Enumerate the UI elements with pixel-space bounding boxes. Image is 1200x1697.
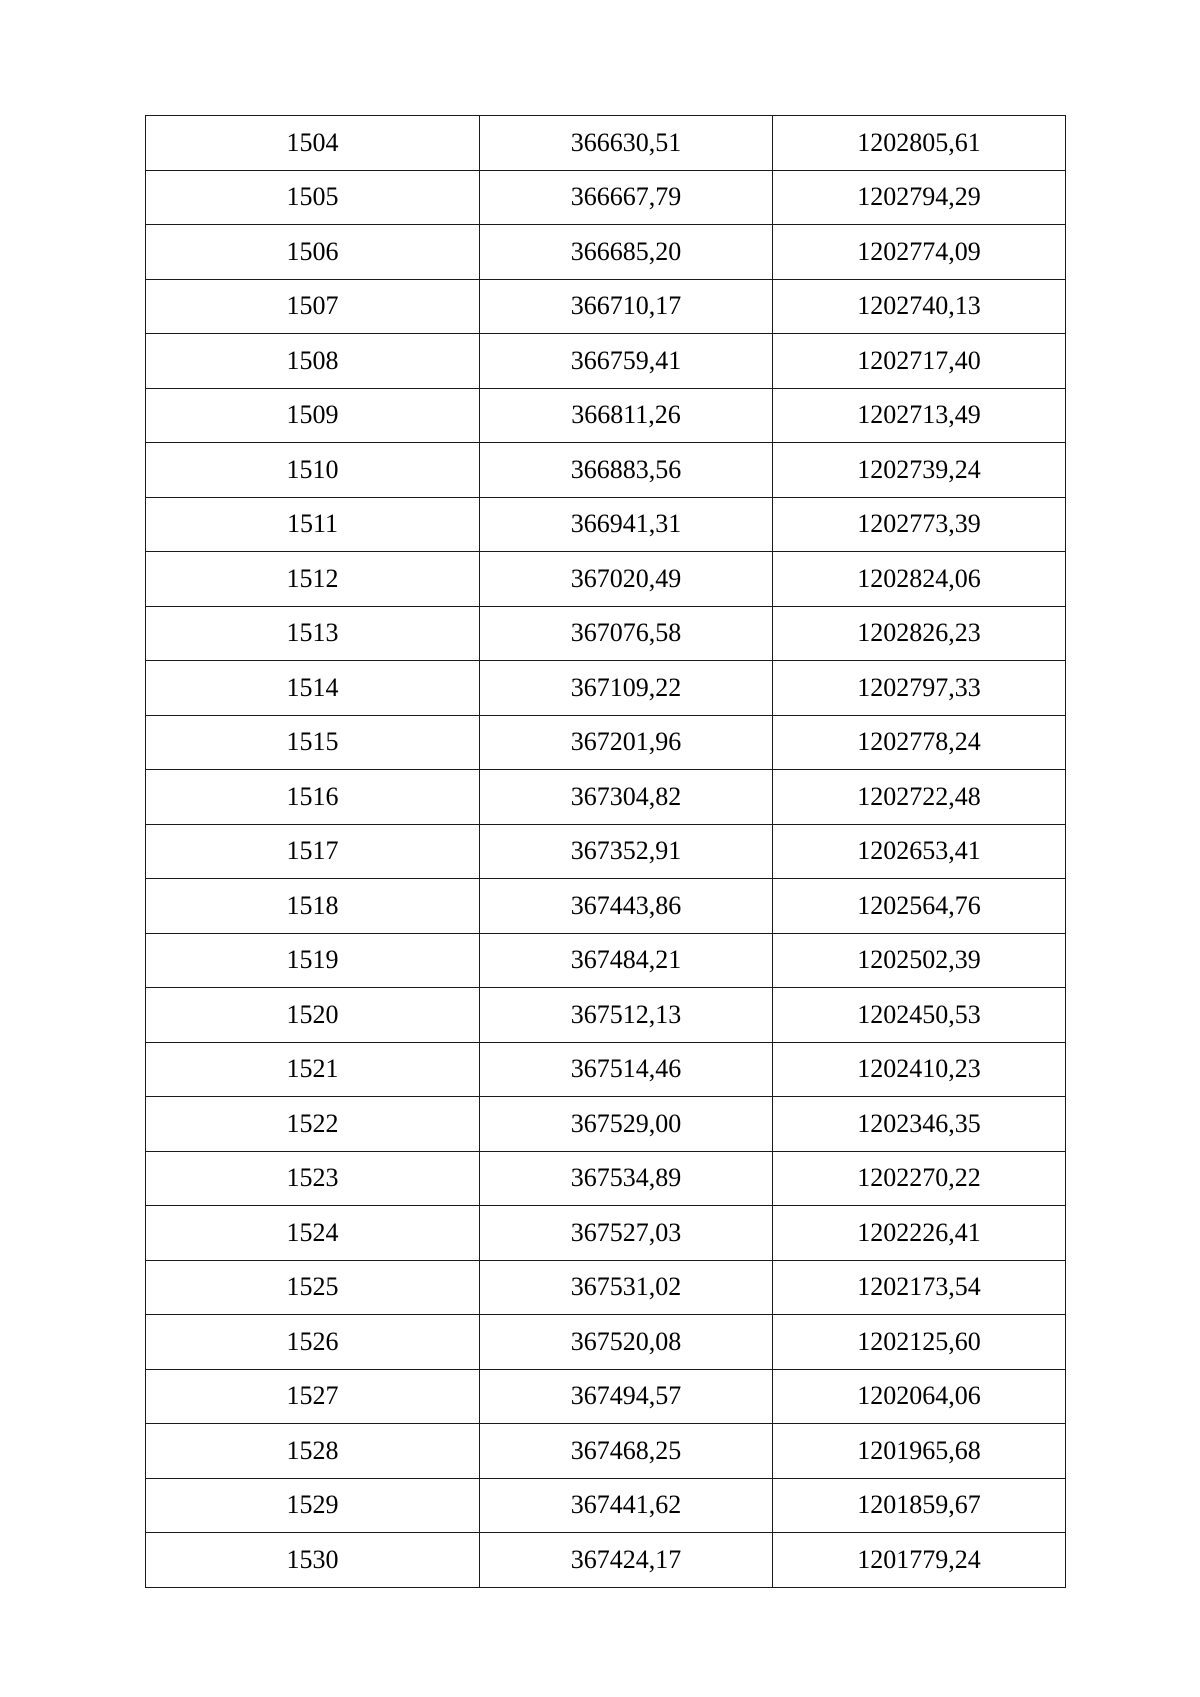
point-number-cell: 1519 (146, 933, 480, 988)
y-coordinate-cell: 1202450,53 (773, 988, 1066, 1043)
x-coordinate-cell: 366759,41 (480, 334, 773, 389)
x-coordinate-cell: 367494,57 (480, 1369, 773, 1424)
table-row (146, 497, 1066, 552)
y-coordinate-cell: 1202778,24 (773, 715, 1066, 770)
y-coordinate-cell: 1202173,54 (773, 1260, 1066, 1315)
x-coordinate-cell: 367304,82 (480, 770, 773, 825)
point-number-cell: 1511 (146, 497, 480, 552)
x-coordinate-cell: 367520,08 (480, 1315, 773, 1370)
y-coordinate-cell: 1202739,24 (773, 443, 1066, 498)
y-coordinate-cell: 1202794,29 (773, 170, 1066, 225)
coordinates-table (145, 115, 1066, 1588)
table-row (146, 1315, 1066, 1370)
x-coordinate-cell: 366667,79 (480, 170, 773, 225)
y-coordinate-cell: 1202773,39 (773, 497, 1066, 552)
y-coordinate-cell: 1202805,61 (773, 116, 1066, 171)
table-row (146, 225, 1066, 280)
table-row (146, 279, 1066, 334)
table-row (146, 552, 1066, 607)
x-coordinate-cell: 367468,25 (480, 1424, 773, 1479)
point-number-cell: 1512 (146, 552, 480, 607)
y-coordinate-cell: 1202826,23 (773, 606, 1066, 661)
x-coordinate-cell: 367531,02 (480, 1260, 773, 1315)
y-coordinate-cell: 1202722,48 (773, 770, 1066, 825)
point-number-cell: 1522 (146, 1097, 480, 1152)
x-coordinate-cell: 367352,91 (480, 824, 773, 879)
table-row (146, 388, 1066, 443)
y-coordinate-cell: 1202717,40 (773, 334, 1066, 389)
x-coordinate-cell: 367534,89 (480, 1151, 773, 1206)
table-row (146, 988, 1066, 1043)
y-coordinate-cell: 1202797,33 (773, 661, 1066, 716)
y-coordinate-cell: 1202824,06 (773, 552, 1066, 607)
x-coordinate-cell: 367512,13 (480, 988, 773, 1043)
point-number-cell: 1508 (146, 334, 480, 389)
y-coordinate-cell: 1202125,60 (773, 1315, 1066, 1370)
table-row (146, 1369, 1066, 1424)
y-coordinate-cell: 1202346,35 (773, 1097, 1066, 1152)
point-number-cell: 1514 (146, 661, 480, 716)
x-coordinate-cell: 366941,31 (480, 497, 773, 552)
y-coordinate-cell: 1202410,23 (773, 1042, 1066, 1097)
table-row (146, 334, 1066, 389)
table-row (146, 1533, 1066, 1588)
x-coordinate-cell: 367527,03 (480, 1206, 773, 1261)
table-row (146, 1260, 1066, 1315)
x-coordinate-cell: 367020,49 (480, 552, 773, 607)
y-coordinate-cell: 1201859,67 (773, 1478, 1066, 1533)
point-number-cell: 1504 (146, 116, 480, 171)
y-coordinate-cell: 1202564,76 (773, 879, 1066, 934)
point-number-cell: 1513 (146, 606, 480, 661)
point-number-cell: 1518 (146, 879, 480, 934)
x-coordinate-cell: 366710,17 (480, 279, 773, 334)
point-number-cell: 1515 (146, 715, 480, 770)
point-number-cell: 1527 (146, 1369, 480, 1424)
point-number-cell: 1528 (146, 1424, 480, 1479)
x-coordinate-cell: 367514,46 (480, 1042, 773, 1097)
coordinates-table-body (146, 116, 1066, 1588)
table-row (146, 1478, 1066, 1533)
y-coordinate-cell: 1202774,09 (773, 225, 1066, 280)
x-coordinate-cell: 367109,22 (480, 661, 773, 716)
table-row (146, 824, 1066, 879)
point-number-cell: 1521 (146, 1042, 480, 1097)
point-number-cell: 1525 (146, 1260, 480, 1315)
y-coordinate-cell: 1202064,06 (773, 1369, 1066, 1424)
y-coordinate-cell: 1201965,68 (773, 1424, 1066, 1479)
point-number-cell: 1529 (146, 1478, 480, 1533)
x-coordinate-cell: 367201,96 (480, 715, 773, 770)
x-coordinate-cell: 366630,51 (480, 116, 773, 171)
point-number-cell: 1505 (146, 170, 480, 225)
x-coordinate-cell: 366685,20 (480, 225, 773, 280)
point-number-cell: 1520 (146, 988, 480, 1043)
point-number-cell: 1517 (146, 824, 480, 879)
point-number-cell: 1510 (146, 443, 480, 498)
point-number-cell: 1507 (146, 279, 480, 334)
y-coordinate-cell: 1202740,13 (773, 279, 1066, 334)
table-row (146, 443, 1066, 498)
x-coordinate-cell: 367424,17 (480, 1533, 773, 1588)
x-coordinate-cell: 367484,21 (480, 933, 773, 988)
table-row (146, 1206, 1066, 1261)
point-number-cell: 1506 (146, 225, 480, 280)
point-number-cell: 1516 (146, 770, 480, 825)
y-coordinate-cell: 1202502,39 (773, 933, 1066, 988)
table-row (146, 770, 1066, 825)
y-coordinate-cell: 1202226,41 (773, 1206, 1066, 1261)
x-coordinate-cell: 366883,56 (480, 443, 773, 498)
table-row (146, 116, 1066, 171)
point-number-cell: 1523 (146, 1151, 480, 1206)
table-row (146, 1042, 1066, 1097)
table-row (146, 933, 1066, 988)
x-coordinate-cell: 367529,00 (480, 1097, 773, 1152)
table-row (146, 661, 1066, 716)
x-coordinate-cell: 366811,26 (480, 388, 773, 443)
table-row (146, 1424, 1066, 1479)
table-row (146, 715, 1066, 770)
x-coordinate-cell: 367441,62 (480, 1478, 773, 1533)
x-coordinate-cell: 367443,86 (480, 879, 773, 934)
point-number-cell: 1526 (146, 1315, 480, 1370)
point-number-cell: 1524 (146, 1206, 480, 1261)
y-coordinate-cell: 1201779,24 (773, 1533, 1066, 1588)
table-row (146, 606, 1066, 661)
x-coordinate-cell: 367076,58 (480, 606, 773, 661)
y-coordinate-cell: 1202270,22 (773, 1151, 1066, 1206)
table-row (146, 879, 1066, 934)
y-coordinate-cell: 1202653,41 (773, 824, 1066, 879)
table-row (146, 170, 1066, 225)
table-row (146, 1097, 1066, 1152)
point-number-cell: 1509 (146, 388, 480, 443)
table-row (146, 1151, 1066, 1206)
point-number-cell: 1530 (146, 1533, 480, 1588)
y-coordinate-cell: 1202713,49 (773, 388, 1066, 443)
